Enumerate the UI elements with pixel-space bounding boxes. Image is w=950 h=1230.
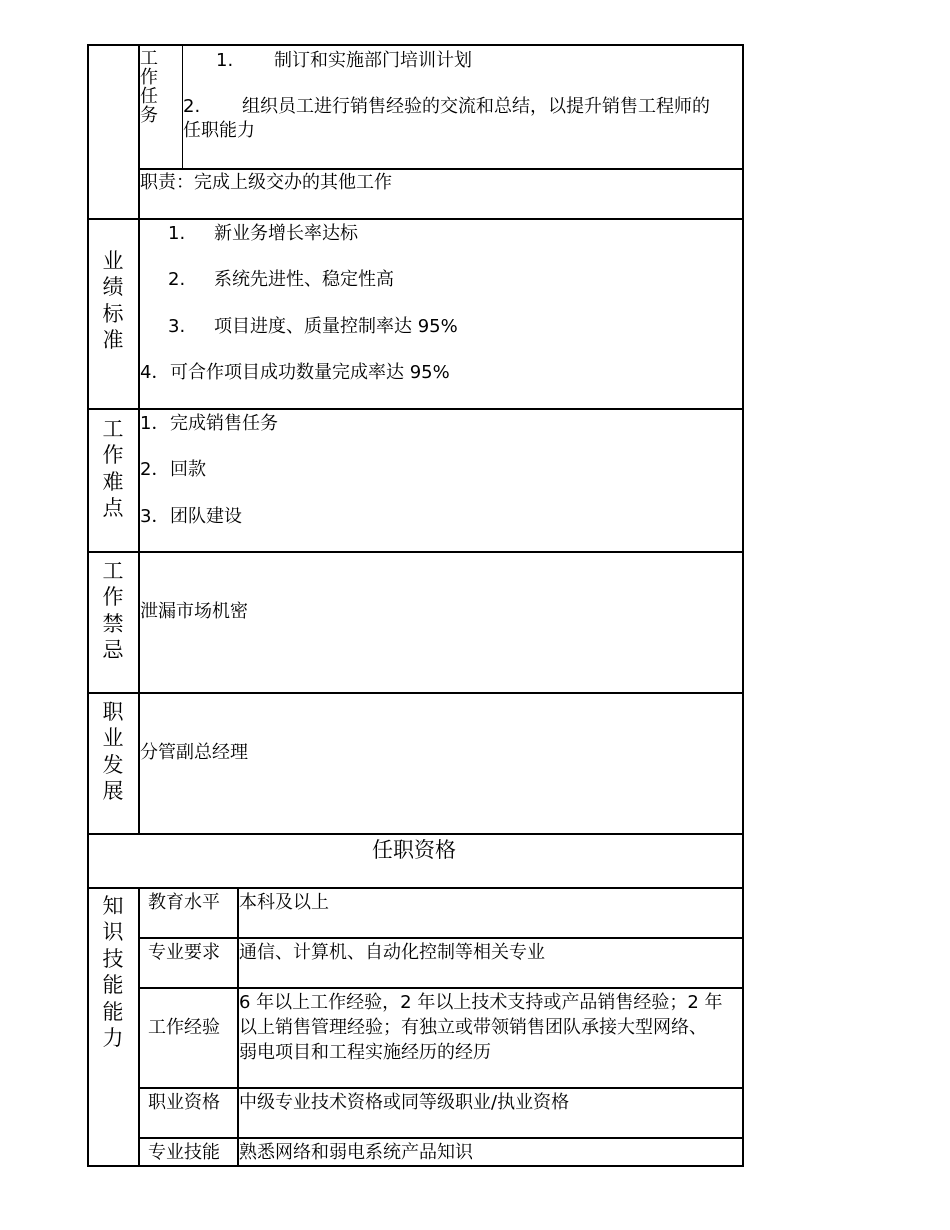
difficulty-item-3-number: 3． <box>140 506 170 527</box>
qual-row-value-line: 弱电项目和工程实施经历的经历 <box>239 1042 491 1063</box>
qual-row-label: 教育水平 <box>148 892 220 913</box>
qual-row-label: 职业资格 <box>148 1092 220 1113</box>
border-bottom <box>87 1165 744 1167</box>
qual-row-label: 专业技能 <box>148 1142 220 1163</box>
performance-item-1-number: 1. <box>168 223 186 244</box>
qualifications-title: 任职资格 <box>372 838 456 862</box>
career-label: 职业发展 <box>102 700 124 804</box>
tasks-side-label: 工作任务 <box>140 48 158 126</box>
row-line <box>87 551 744 553</box>
border-top <box>87 44 744 46</box>
qualification-column-divider <box>138 888 140 1167</box>
task-item-2-text: 组织员工进行销售经验的交流和总结，以提升销售工程师的 <box>242 96 710 117</box>
qual-row-value: 通信、计算机、自动化控制等相关专业 <box>239 942 545 963</box>
qual-row-value: 中级专业技术资格或同等级职业/执业资格 <box>239 1092 570 1113</box>
row-line <box>138 937 744 939</box>
label-column-divider <box>138 44 140 834</box>
qual-row-value-line: 6 年以上工作经验，2 年以上技术支持或产品销售经验；2 年 <box>239 992 723 1013</box>
taboos-text: 泄漏市场机密 <box>140 601 248 622</box>
performance-item-4-text: 可合作项目成功数量完成率达 95% <box>170 362 450 383</box>
border-right <box>742 44 744 1167</box>
qual-row-label: 工作经验 <box>148 1017 220 1038</box>
row-line <box>87 408 744 410</box>
qual-row-value: 本科及以上 <box>239 892 329 913</box>
taboos-label: 工作禁忌 <box>102 559 124 663</box>
row-line <box>87 833 744 835</box>
performance-item-1-text: 新业务增长率达标 <box>214 223 358 244</box>
row-line <box>138 1087 744 1089</box>
row-line <box>138 168 744 170</box>
row-line <box>87 887 744 889</box>
task-item-1-text: 制订和实施部门培训计划 <box>274 50 472 71</box>
qual-row-label: 专业要求 <box>148 942 220 963</box>
border-left <box>87 44 89 1167</box>
difficulty-item-1-number: 1． <box>140 413 170 434</box>
difficulty-item-3-text: 团队建设 <box>170 506 242 527</box>
performance-item-4-number: 4． <box>140 362 170 383</box>
performance-item-2-number: 2. <box>168 269 186 290</box>
row-line <box>87 218 744 220</box>
qualifications-side-label: 知识技能能力 <box>102 894 124 1051</box>
performance-item-3-number: 3. <box>168 316 186 337</box>
qual-row-value: 熟悉网络和弱电系统产品知识 <box>239 1142 473 1163</box>
difficulty-item-2-number: 2． <box>140 459 170 480</box>
performance-label: 业绩标准 <box>102 249 124 353</box>
row-line <box>138 987 744 989</box>
performance-item-2-text: 系统先进性、稳定性高 <box>214 269 394 290</box>
difficulties-label: 工作难点 <box>102 417 124 521</box>
row-line <box>138 1137 744 1139</box>
difficulty-item-1-text: 完成销售任务 <box>170 413 278 434</box>
row-line <box>87 692 744 694</box>
career-text: 分管副总经理 <box>140 742 248 763</box>
qual-row-value-line: 以上销售管理经验；有独立或带领销售团队承接大型网络、 <box>239 1017 707 1038</box>
task-item-2-continuation: 任职能力 <box>183 120 255 141</box>
difficulty-item-2-text: 回款 <box>170 459 206 480</box>
performance-item-3-text: 项目进度、质量控制率达 95% <box>214 316 458 337</box>
task-item-2-number: 2. <box>183 96 201 117</box>
duty-other-text: 职责：完成上级交办的其他工作 <box>140 172 392 193</box>
task-item-1-number: 1. <box>216 50 234 71</box>
